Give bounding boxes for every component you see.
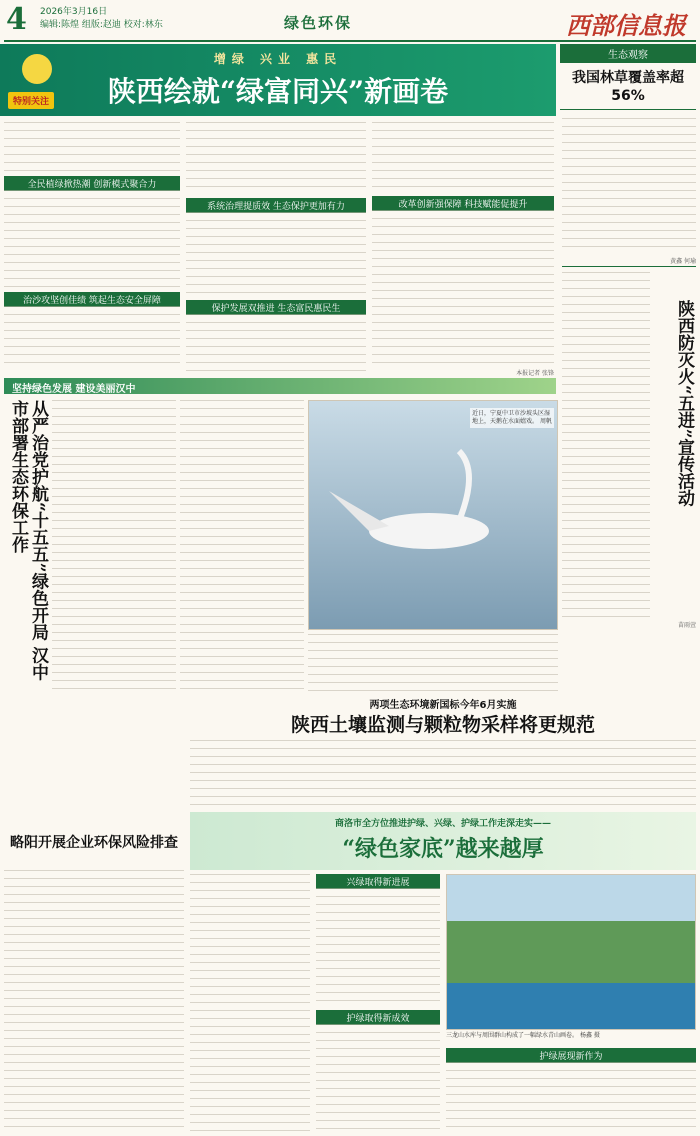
- lead-body-7: [372, 122, 554, 190]
- right-tag: 生态观察: [560, 44, 696, 63]
- soil-tag: 两项生态环境新国标今年6月实施: [369, 700, 517, 711]
- lead-byline: 本报记者 张锋: [516, 370, 554, 377]
- shangluo-body-4: [446, 1062, 696, 1132]
- hanzhong-headline: 从严治党护航“十五五”绿色开局 汉中市部署生态环保工作: [8, 400, 48, 681]
- lead-subhead-2: 治沙攻坚创佳绩 筑起生态安全屏障: [4, 292, 180, 307]
- shangluo-subhead-1: 兴绿取得新进展: [316, 874, 440, 889]
- swan-caption: [470, 408, 554, 428]
- paper-name: 西部信息报: [566, 11, 686, 40]
- lead-body-6: [186, 314, 366, 374]
- reservoir-caption: [446, 1032, 696, 1040]
- luoyang-headline: 略阳开展企业环保风险排查: [10, 835, 178, 851]
- special-badge: 特别关注: [8, 92, 54, 109]
- fire-headline: 陕西防灭火“五进”宣传活动: [674, 300, 694, 507]
- hanzhong-body-2: [180, 400, 304, 690]
- lead-subhead-4: 保护发展双推进 生态富民惠民生: [186, 300, 366, 315]
- shangluo-headline: “绿色家底”越来越厚: [342, 836, 544, 862]
- divider: [562, 266, 696, 267]
- shangluo-body-1: [190, 874, 310, 1132]
- lead-subhead-5: 改革创新强保障 科技赋能促提升: [372, 196, 554, 211]
- hero-title: 陕西绘就“绿富同兴”新画卷: [107, 75, 449, 108]
- right-column: [560, 44, 696, 110]
- fire-byline: 苗雨萱: [677, 622, 696, 629]
- hero-banner: [0, 44, 556, 116]
- shangluo-subhead-2: 护绿取得新成效: [316, 1010, 440, 1025]
- lead-body-5: [186, 212, 366, 296]
- shangluo-header: [190, 812, 696, 870]
- lead-body-2: [4, 190, 180, 290]
- luoyang-body: [4, 870, 184, 1132]
- swan-photo: [308, 400, 558, 630]
- reservoir-caption-text: 三龙山水库与周围群山构成了一幅绿水青山画卷。: [446, 1032, 579, 1039]
- right-byline: 黄鑫 何瑜: [670, 258, 696, 265]
- soil-headline: 陕西土壤监测与颗粒物采样将更规范: [290, 714, 595, 736]
- swan-caption-text: 近日，宁夏中卫市沙坡头区湿地上，天鹅在水面嬉戏。: [472, 410, 551, 425]
- hanzhong-banner-text: 坚持绿色发展 建设美丽汉中: [12, 384, 136, 394]
- lead-subhead-1: 全民植绿掀热潮 创新模式聚合力: [4, 176, 180, 191]
- lead-body-1: [4, 122, 180, 174]
- masthead-meta: [40, 6, 163, 32]
- right-headline: 我国林草覆盖率超56%: [560, 69, 696, 110]
- lead-subhead-3: 系统治理提质效 生态保护更加有力: [186, 198, 366, 213]
- lead-body-8: [372, 210, 554, 366]
- masthead: [4, 2, 696, 42]
- shangluo-kicker: 商洛市全方位推进护绿、兴绿、护绿工作走深走实——: [334, 819, 551, 829]
- hero-kicker: 增绿 兴业 惠民: [213, 52, 343, 66]
- issue-date: 2026年3月16日: [40, 7, 108, 17]
- reservoir-credit: 杨鑫 摄: [579, 1032, 600, 1039]
- page-number: 4: [6, 2, 27, 37]
- shangluo-body-2: [316, 888, 440, 1008]
- reservoir-photo: [446, 874, 696, 1030]
- lead-body-3: [4, 306, 180, 366]
- lead-body-4: [186, 122, 366, 192]
- hanzhong-banner: [4, 378, 556, 394]
- right-body: [562, 118, 696, 254]
- hanzhong-body-1: [52, 400, 176, 690]
- shangluo-subhead-3: 护绿展现新作为: [446, 1048, 696, 1063]
- fire-body: [562, 272, 650, 618]
- shangluo-body-3: [316, 1024, 440, 1132]
- section-name: 绿色环保: [284, 14, 353, 32]
- swan-illustration: [309, 401, 558, 630]
- swan-credit: 周帆: [539, 418, 552, 425]
- editors: 编辑:陈煌 组版:赵迪 校对:林东: [40, 20, 163, 30]
- soil-body: [190, 740, 696, 806]
- hanzhong-body-3: [308, 634, 558, 692]
